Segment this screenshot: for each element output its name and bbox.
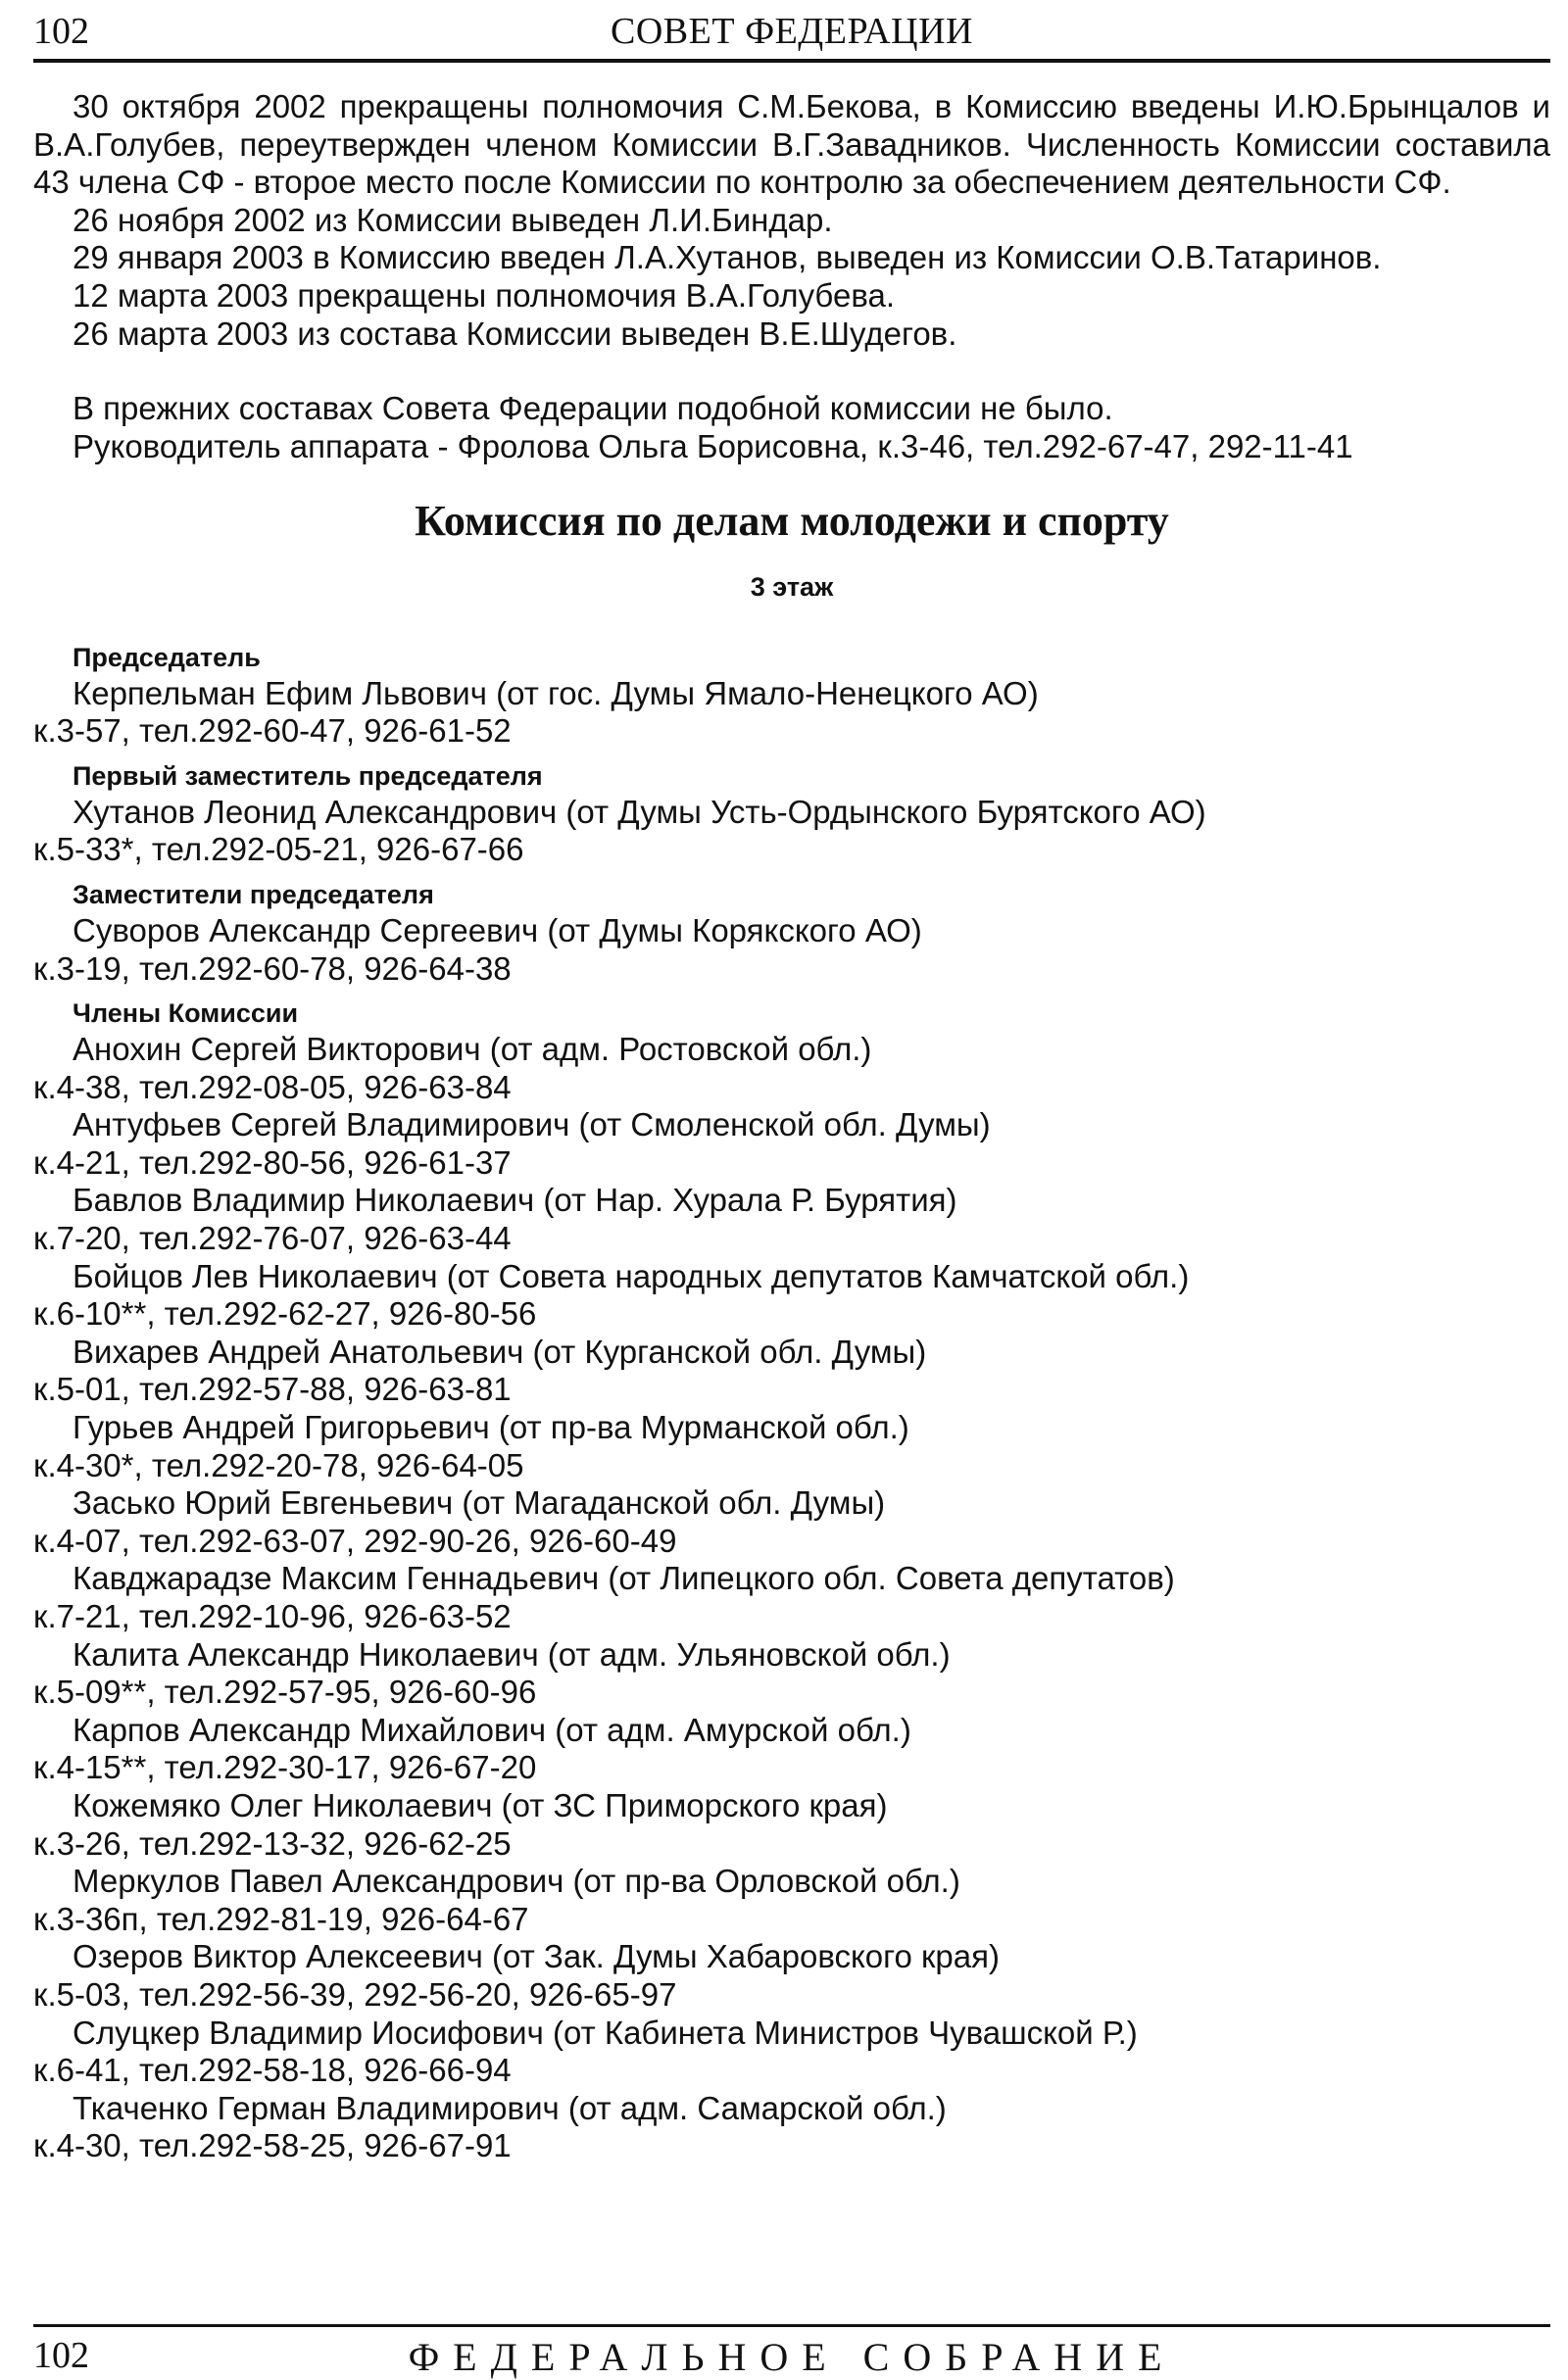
chairman-contact: к.3-57, тел.292-60-47, 926-61-52 (33, 712, 512, 750)
member-name: Вихарев Андрей Анатольевич (от Курганской обл. Думы) (73, 1333, 927, 1370)
member-contact: к.7-21, тел.292-10-96, 926-63-52 (33, 1598, 512, 1634)
role-heading-first-deputy: Первый заместитель председателя (73, 760, 543, 791)
intro-paragraph: 26 марта 2003 из состава Комиссии выведен В.Е.Шудегов. (73, 315, 957, 352)
header-rule (33, 59, 1550, 63)
member-name: Анохин Сергей Викторович (от адм. Ростовской обл.) (73, 1031, 872, 1068)
member-contact: к.3-36п, тел.292-81-19, 926-64-67 (33, 1900, 529, 1937)
member-name: Озеров Виктор Алексеевич (от Зак. Думы Хабаровского края) (73, 1938, 1000, 1975)
member-contact: к.6-41, тел.292-58-18, 926-66-94 (33, 2052, 512, 2089)
member-contact: к.3-26, тел.292-13-32, 926-62-25 (33, 1824, 512, 1862)
member-name: Кожемяко Олег Николаевич (от ЗС Приморского края) (73, 1786, 888, 1823)
member-contact: к.6-10**, тел.292-62-27, 926-80-56 (33, 1295, 537, 1333)
member-contact: к.4-30, тел.292-58-25, 926-67-91 (33, 2127, 512, 2164)
member-name: Кавджарадзе Максим Геннадьевич (от Липецкого обл. Совета депутатов) (73, 1560, 1175, 1597)
footer-running-title: ФЕДЕРАЛЬНОЕ СОБРАНИЕ (408, 2335, 1176, 2379)
member-name: Засько Юрий Евгеньевич (от Магаданской обл. Думы) (73, 1484, 886, 1522)
page-body (33, 88, 1550, 2165)
member-name: Слуцкер Владимир Иосифович (от Кабинета Министров Чувашской Р.) (73, 2014, 1138, 2051)
commission-title: Комиссия по делам молодежи и спорту (415, 497, 1169, 546)
intro-paragraph: 26 ноября 2002 из Комиссии выведен Л.И.Биндар. (73, 201, 833, 238)
role-heading-chairman: Председатель (73, 642, 261, 672)
member-name: Ткаченко Герман Владимирович (от адм. Самарской обл.) (73, 2089, 947, 2126)
first-deputy-contact: к.5-33*, тел.292-05-21, 926-67-66 (33, 831, 524, 868)
member-name: Меркулов Павел Александрович (от пр-ва Орловской обл.) (73, 1863, 960, 1900)
intro-paragraph: 12 марта 2003 прекращены полномочия В.А.Голубева. (73, 276, 896, 314)
commission-floor: 3 этаж (750, 571, 834, 602)
intro-paragraph: 30 октября 2002 прекращены полномочия С.М.Бекова, в Комиссию введены И.Ю.Брынцалов и В.А.Голубев, переутвержден членом Комиссии В.Г.Завадников. Численность Комиссии составила 43 члена СФ - второе место после Комиссии по контролю за обеспечением деятельности СФ. (33, 88, 1550, 201)
member-contact: к.4-30*, тел.292-20-78, 926-64-05 (33, 1446, 524, 1483)
intro-paragraph: 29 января 2003 в Комиссию введен Л.А.Хутанов, выведен из Комиссии О.В.Татаринов. (73, 239, 1382, 276)
member-name: Калита Александр Николаевич (от адм. Ульяновской обл.) (73, 1635, 951, 1673)
member-contact: к.5-09**, тел.292-57-95, 926-60-96 (33, 1674, 537, 1711)
member-contact: к.4-21, тел.292-80-56, 926-61-37 (33, 1143, 512, 1181)
member-contact: к.7-20, тел.292-76-07, 926-63-44 (33, 1220, 512, 1257)
member-contact: к.5-01, тел.292-57-88, 926-63-81 (33, 1371, 512, 1408)
member-contact: к.4-15**, тел.292-30-17, 926-67-20 (33, 1749, 537, 1786)
staff-head-note: Руководитель аппарата - Фролова Ольга Борисовна, к.3-46, тел.292-67-47, 292-11-41 (73, 427, 1353, 464)
member-name: Карпов Александр Михайлович (от адм. Амурской обл.) (73, 1711, 911, 1748)
running-footer (33, 2332, 1550, 2379)
role-heading-deputies: Заместители председателя (73, 879, 434, 909)
running-header (33, 6, 1550, 59)
member-name: Бойцов Лев Николаевич (от Совета народных депутатов Камчатской обл.) (73, 1257, 1190, 1294)
role-heading-members: Члены Комиссии (73, 998, 299, 1029)
spacer (33, 353, 1550, 390)
first-deputy-name: Хутанов Леонид Александрович (от Думы Усть-Ордынского Бурятского АО) (73, 793, 1206, 830)
member-contact: к.5-03, тел.292-56-39, 292-56-20, 926-65-97 (33, 1975, 677, 2013)
deputy-name: Суворов Александр Сергеевич (от Думы Корякского АО) (73, 911, 922, 948)
deputy-contact: к.3-19, тел.292-60-78, 926-64-38 (33, 949, 512, 987)
chairman-name: Керпельман Ефим Львович (от гос. Думы Ямало-Ненецкого АО) (73, 674, 1039, 711)
document-page (33, 0, 1550, 2378)
footer-page-number: 102 (33, 2335, 89, 2376)
member-name: Бавлов Владимир Николаевич (от Нар. Хурала Р. Бурятия) (73, 1182, 957, 1219)
member-name: Антуфьев Сергей Владимирович (от Смоленской обл. Думы) (73, 1106, 991, 1143)
header-page-number: 102 (33, 11, 89, 52)
member-contact: к.4-07, тел.292-63-07, 292-90-26, 926-60-49 (33, 1522, 677, 1559)
intro-note: В прежних составах Совета Федерации подобной комиссии не было. (73, 390, 1113, 427)
header-running-title: СОВЕТ ФЕДЕРАЦИИ (611, 11, 973, 52)
members-list (33, 1031, 1550, 2165)
member-contact: к.4-38, тел.292-08-05, 926-63-84 (33, 1068, 512, 1105)
member-name: Гурьев Андрей Григорьевич (от пр-ва Мурманской обл.) (73, 1409, 909, 1446)
footer-rule (33, 2324, 1550, 2327)
